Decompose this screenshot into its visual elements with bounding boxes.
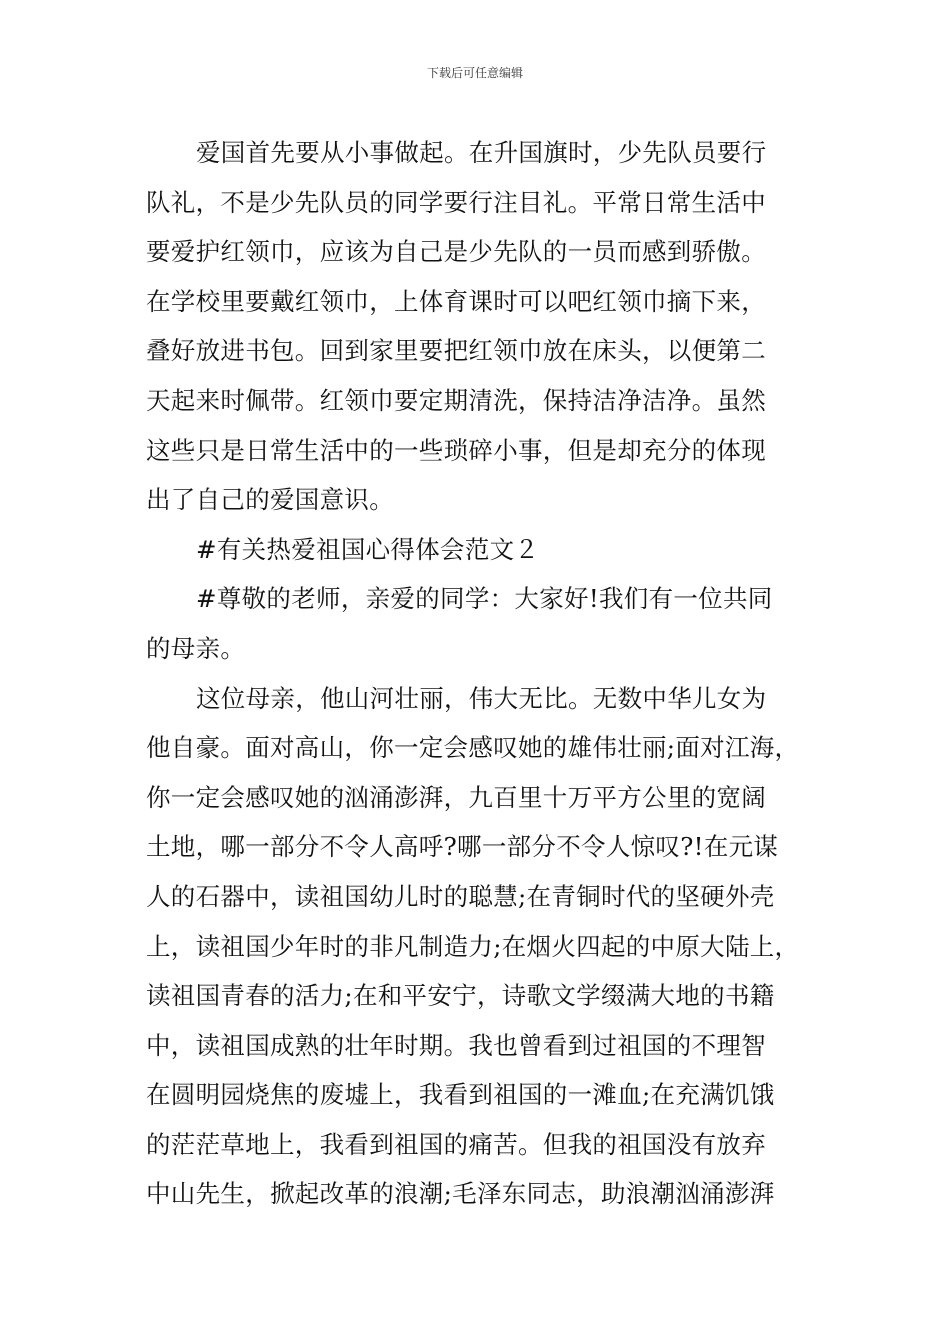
text-line: 你一定会感叹她的汹涌澎湃，九百里十万平方公里的宽阔: [146, 782, 766, 812]
text-line: 在学校里要戴红领巾，上体育课时可以吧红领巾摘下来，: [146, 286, 766, 316]
text-line: 土地，哪一部分不令人高呼?哪一部分不令人惊叹?!在元谋: [146, 832, 779, 862]
text-line: 在圆明园烧焦的废墟上，我看到祖国的一滩血;在充满饥饿: [146, 1080, 775, 1110]
section-heading: #有关热爱祖国心得体会范文２: [196, 534, 540, 564]
text-line: 他自豪。面对高山，你一定会感叹她的雄伟壮丽;面对江海，: [146, 733, 800, 763]
text-line: #尊敬的老师，亲爱的同学：大家好!我们有一位共同: [196, 584, 773, 614]
text-line: 中山先生，掀起改革的浪潮;毛泽东同志，助浪潮汹涌澎湃: [146, 1179, 775, 1209]
text-line: 要爱护红领巾，应该为自己是少先队的一员而感到骄傲。: [146, 237, 766, 267]
text-line: 中，读祖国成熟的壮年时期。我也曾看到过祖国的不理智: [146, 1030, 766, 1060]
text-line: 出了自己的爱国意识。: [146, 485, 394, 515]
text-line: 天起来时佩带。红领巾要定期清洗，保持洁净洁净。虽然: [146, 385, 766, 415]
document-body: [146, 128, 806, 1219]
text-line: 队礼，不是少先队员的同学要行注目礼。平常日常生活中: [146, 187, 766, 217]
text-line: 上，读祖国少年时的非凡制造力;在烟火四起的中原大陆上，: [146, 931, 800, 961]
text-line: 的母亲。: [146, 633, 246, 663]
text-line: 叠好放进书包。回到家里要把红领巾放在床头，以便第二: [146, 336, 766, 366]
text-line: 读祖国青春的活力;在和平安宁，诗歌文学缀满大地的书籍: [146, 981, 775, 1011]
page-header: 下载后可任意编辑: [426, 66, 523, 80]
text-line: 这些只是日常生活中的一些琐碎小事，但是却充分的体现: [146, 435, 766, 465]
text-line: 爱国首先要从小事做起。在升国旗时，少先队员要行: [196, 138, 767, 167]
text-line: 的茫茫草地上，我看到祖国的痛苦。但我的祖国没有放弃: [146, 1129, 766, 1159]
text-line: 人的石器中，读祖国幼儿时的聪慧;在青铜时代的坚硬外壳: [146, 881, 775, 911]
text-line: 这位母亲，他山河壮丽，伟大无比。无数中华儿女为: [196, 683, 767, 713]
